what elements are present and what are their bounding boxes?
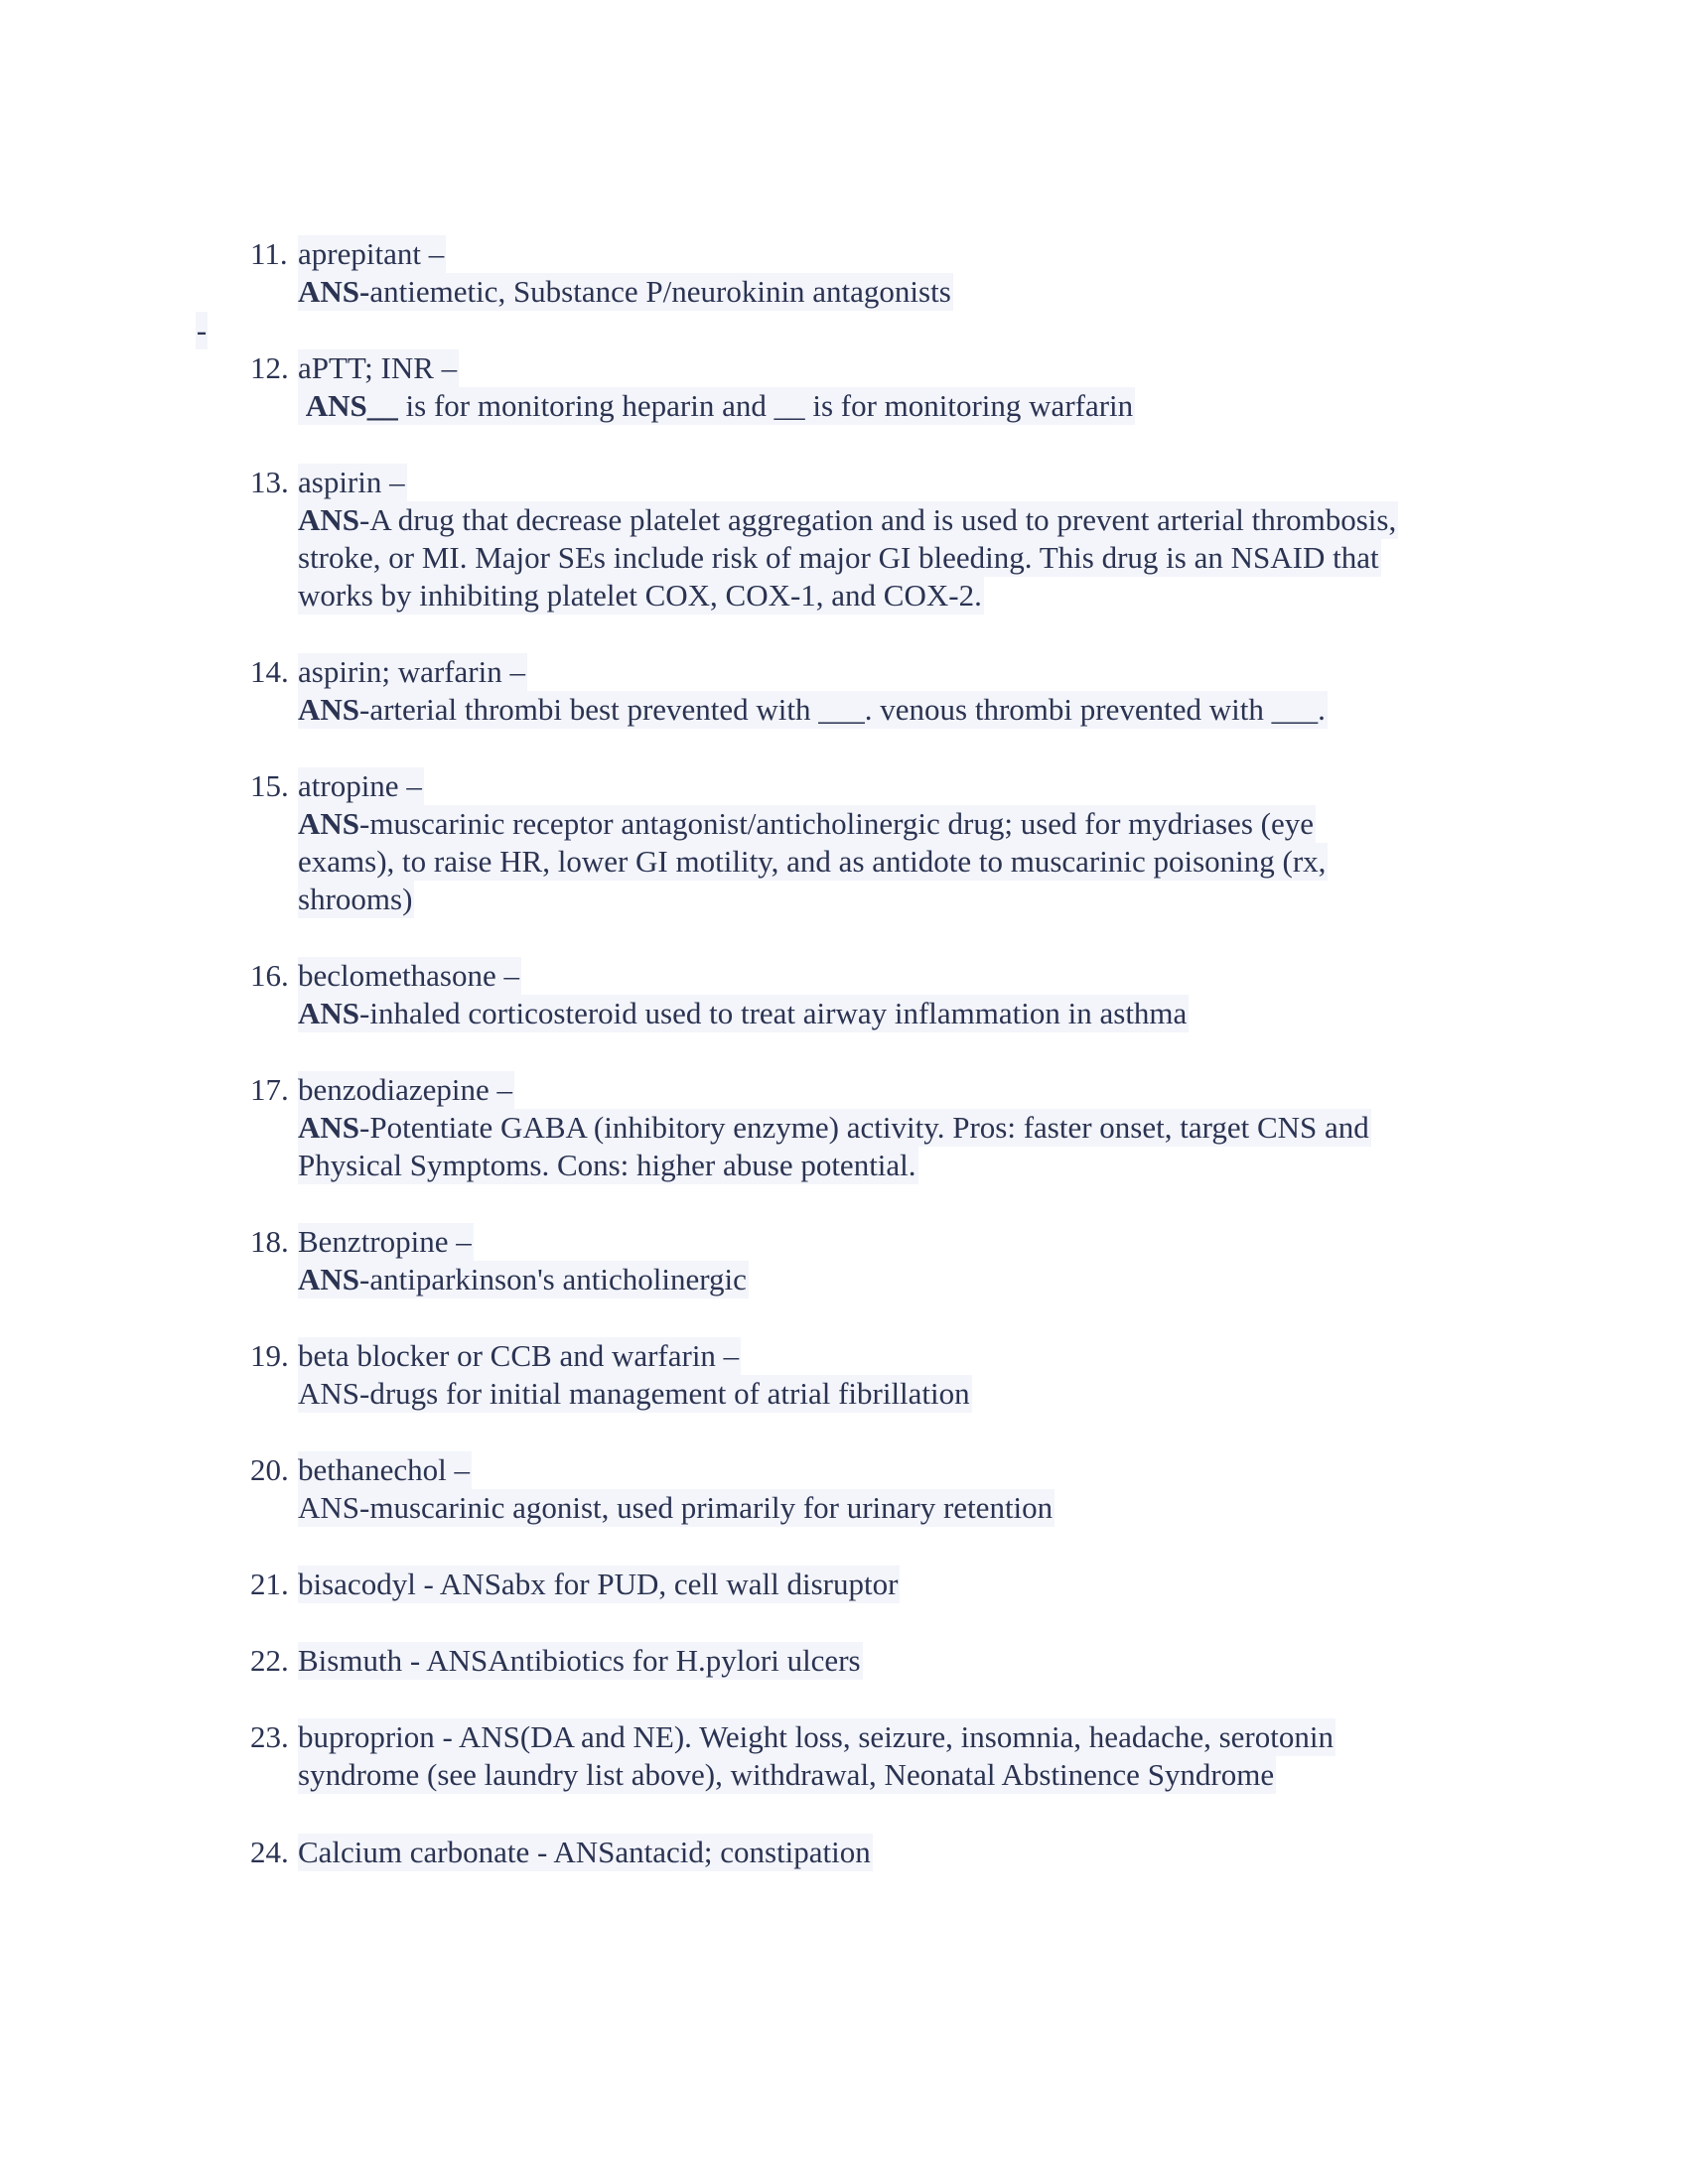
answer-text: is for monitoring heparin and __ is for monitoring warfarin [397,388,1134,423]
leading-space [298,388,306,423]
item-answer-line [0,1261,747,1298]
item-answer [298,501,1398,539]
answer-text: stroke, or MI. Major SEs include risk of major GI bleeding. This drug is an NSAID that [298,540,1379,575]
list-item [0,235,445,273]
item-number: 12. [250,350,289,385]
list-item [0,1718,1334,1756]
item-answer [298,387,1135,425]
answer-text: -inhaled corticosteroid used to treat airway inflammation in asthma [359,996,1188,1030]
item-number: 18. [250,1224,289,1259]
answer-text: -arterial thrombi best prevented with ___. venous thrombi prevented with ___. [359,692,1326,727]
item-number: 19. [250,1338,289,1373]
answer-text: shrooms) [298,882,413,916]
item-number: 22. [250,1643,289,1678]
answer-text: works by inhibiting platelet COX, COX-1, and COX-2. [298,578,982,613]
item-answer-line [0,273,951,311]
list-item [0,1566,899,1603]
item-answer-line [0,1756,1275,1794]
item-term: Calcium carbonate - ANSantacid; constipation [298,1835,871,1869]
item-number: 11. [250,236,288,271]
answer-label: ANS [298,806,360,841]
list-item [0,957,519,995]
item-term: aPTT; INR – [298,350,458,385]
item-term: buproprion - ANS(DA and NE). Weight loss, seizure, insomnia, headache, serotonin [298,1719,1334,1754]
list-item [0,767,422,805]
item-term: atropine – [298,768,422,803]
answer-label: ANS [298,502,360,537]
item-term: aspirin – [298,465,405,499]
item-answer [298,1109,1371,1147]
item-number: 13. [250,465,289,499]
answer-text: syndrome (see laundry list above), withdrawal, Neonatal Abstinence Syndrome [298,1757,1275,1792]
item-term: benzodiazepine – [298,1072,513,1107]
item-term: Benztropine – [298,1224,472,1259]
item-number: 21. [250,1567,289,1601]
list-item [0,1834,871,1871]
answer-text: -muscarinic receptor antagonist/anticholinergic drug; used for mydriases (eye [359,806,1314,841]
item-answer-line [0,995,1188,1032]
list-item [0,1071,513,1109]
answer-text: -A drug that decrease platelet aggregation and is used to prevent arterial thrombosis, [359,502,1397,537]
item-number: 16. [250,958,289,993]
item-answer-line [0,539,1379,577]
answer-label: ANS- [298,274,370,309]
list-item [0,653,525,691]
answer-text: -Potentiate GABA (inhibitory enzyme) activity. Pros: faster onset, target CNS and [359,1110,1369,1145]
list-item [0,1642,861,1680]
answer-label: ANS__ [305,388,398,423]
item-term: aprepitant – [298,236,445,271]
answer-label: ANS [298,1262,360,1297]
stray-dash: - [196,313,208,347]
answer-text: antiemetic, Substance P/neurokinin antagonists [369,274,951,309]
item-number: 20. [250,1452,289,1487]
answer-text: ANS-muscarinic agonist, used primarily for urinary retention [298,1490,1054,1525]
item-number: 23. [250,1719,289,1754]
list-item [0,1223,472,1261]
answer-label: ANS [298,1110,360,1145]
answer-text: -antiparkinson's anticholinergic [359,1262,747,1297]
item-number: 14. [250,654,289,689]
item-answer [298,691,1328,729]
item-answer-line [0,1375,970,1413]
item-term: beta blocker or CCB and warfarin – [298,1338,740,1373]
item-answer-line [0,1147,916,1184]
item-term: bisacodyl - ANSabx for PUD, cell wall disruptor [298,1567,899,1601]
answer-text: ANS-drugs for initial management of atrial fibrillation [298,1376,970,1411]
answer-text: Physical Symptoms. Cons: higher abuse potential. [298,1148,916,1182]
item-answer-line [0,1109,1369,1147]
item-answer-line [0,1489,1054,1527]
item-answer-line [0,577,982,614]
answer-label: ANS [298,996,360,1030]
item-answer-line [0,387,1134,425]
list-item [0,464,405,501]
item-answer-line [0,843,1327,881]
list-item [0,349,458,387]
item-number: 15. [250,768,289,803]
item-term: aspirin; warfarin – [298,654,525,689]
answer-label: ANS [298,692,360,727]
item-answer-line [0,691,1326,729]
stray-dash-line [0,312,208,349]
item-answer-line [0,805,1314,843]
list-item [0,1337,740,1375]
item-answer [298,805,1316,843]
item-answer-line [0,881,413,918]
item-term: beclomethasone – [298,958,519,993]
item-term: bethanechol – [298,1452,471,1487]
item-answer [298,1261,749,1298]
item-number: 24. [250,1835,289,1869]
item-number: 17. [250,1072,289,1107]
answer-text: exams), to raise HR, lower GI motility, and as antidote to muscarinic poisoning (rx, [298,844,1327,879]
item-answer [298,995,1189,1032]
list-item [0,1451,471,1489]
item-term: Bismuth - ANSAntibiotics for H.pylori ulcers [298,1643,861,1678]
item-answer [298,273,953,311]
item-answer-line [0,501,1397,539]
